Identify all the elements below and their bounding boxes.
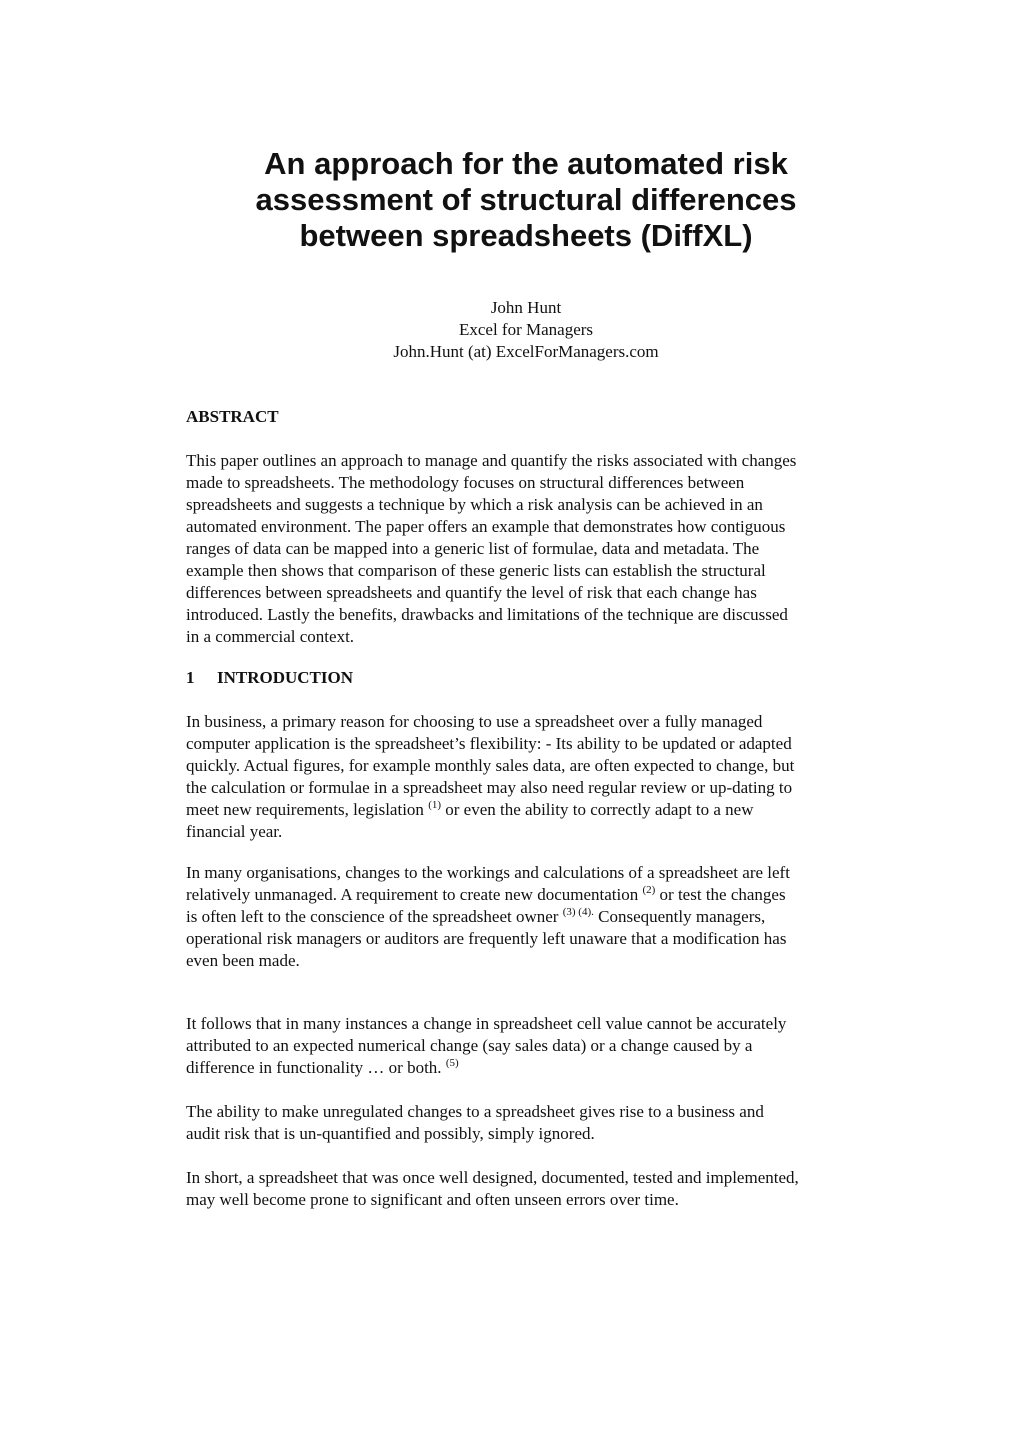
text-line: This paper outlines an approach to manage and quantify the risks associated with changes	[186, 451, 797, 470]
text-line: audit risk that is un-quantified and possibly, simply ignored.	[186, 1124, 595, 1143]
title-line: An approach for the automated risk	[264, 146, 788, 181]
text-line: in a commercial context.	[186, 627, 355, 646]
paper-title	[186, 146, 866, 254]
text-run: difference in functionality … or both.	[186, 1058, 446, 1077]
text-line: differences between spreadsheets and quantify the level of risk that each change has	[186, 583, 757, 602]
citation-ref: (5)	[445, 1057, 459, 1069]
text-run: is often left to the conscience of the spreadsheet owner	[186, 907, 563, 926]
intro-paragraph-1	[186, 711, 876, 843]
text-line: operational risk managers or auditors are frequently left unaware that a modification has	[186, 929, 787, 948]
author-affiliation: Excel for Managers	[458, 320, 594, 339]
text-line: ranges of data can be mapped into a generic list of formulae, data and metadata. The	[186, 539, 760, 558]
title-line: between spreadsheets (DiffXL)	[299, 218, 753, 253]
text-line: It follows that in many instances a change in spreadsheet cell value cannot be accurately	[186, 1014, 787, 1033]
intro-paragraph-3	[186, 1013, 876, 1079]
citation-ref: (1)	[428, 799, 442, 811]
text-line	[186, 799, 876, 821]
text-run: or even the ability to correctly adapt to a new	[441, 800, 754, 819]
author-name: John Hunt	[490, 298, 562, 317]
intro-paragraph-5	[186, 1167, 876, 1211]
text-line: automated environment. The paper offers an example that demonstrates how contiguous	[186, 517, 786, 536]
text-run: Consequently managers,	[593, 907, 766, 926]
author-block	[186, 297, 866, 363]
text-line: example then shows that comparison of these generic lists can establish the structural	[186, 561, 766, 580]
section-number: 1	[186, 668, 195, 687]
intro-paragraph-4	[186, 1101, 876, 1145]
text-line	[186, 884, 876, 906]
text-run: relatively unmanaged. A requirement to create new documentation	[186, 885, 643, 904]
citation-ref: (3) (4).	[562, 906, 594, 918]
text-line: introduced. Lastly the benefits, drawbacks and limitations of the technique are discussed	[186, 605, 788, 624]
text-line: computer application is the spreadsheet’s flexibility: - Its ability to be updated or adapted	[186, 734, 792, 753]
text-line: the calculation or formulae in a spreadsheet may also need regular review or up-dating to	[186, 778, 793, 797]
text-line	[186, 1057, 876, 1079]
text-line: even been made.	[186, 951, 300, 970]
text-line: In short, a spreadsheet that was once well designed, documented, tested and implemented,	[186, 1168, 799, 1187]
introduction-heading	[186, 667, 353, 689]
text-line: In business, a primary reason for choosing to use a spreadsheet over a fully managed	[186, 712, 763, 731]
section-title: INTRODUCTION	[217, 668, 354, 687]
text-run: or test the changes	[655, 885, 786, 904]
text-line: attributed to an expected numerical change (say sales data) or a change caused by a	[186, 1036, 753, 1055]
text-line: may well become prone to significant and often unseen errors over time.	[186, 1190, 679, 1209]
text-line: spreadsheets and suggests a technique by which a risk analysis can be achieved in an	[186, 495, 763, 514]
title-line: assessment of structural differences	[255, 182, 797, 217]
author-email: John.Hunt (at) ExcelForManagers.com	[393, 342, 659, 361]
text-line: quickly. Actual figures, for example monthly sales data, are often expected to change, but	[186, 756, 795, 775]
text-run: meet new requirements, legislation	[186, 800, 429, 819]
abstract-text	[186, 450, 876, 648]
text-line: In many organisations, changes to the workings and calculations of a spreadsheet are left	[186, 863, 790, 882]
text-line: financial year.	[186, 822, 283, 841]
citation-ref: (2)	[642, 884, 656, 896]
abstract-heading: ABSTRACT	[186, 407, 279, 426]
text-line: The ability to make unregulated changes to a spreadsheet gives rise to a business and	[186, 1102, 764, 1121]
intro-paragraph-2	[186, 862, 876, 972]
text-line: made to spreadsheets. The methodology focuses on structural differences between	[186, 473, 745, 492]
text-line	[186, 906, 876, 928]
